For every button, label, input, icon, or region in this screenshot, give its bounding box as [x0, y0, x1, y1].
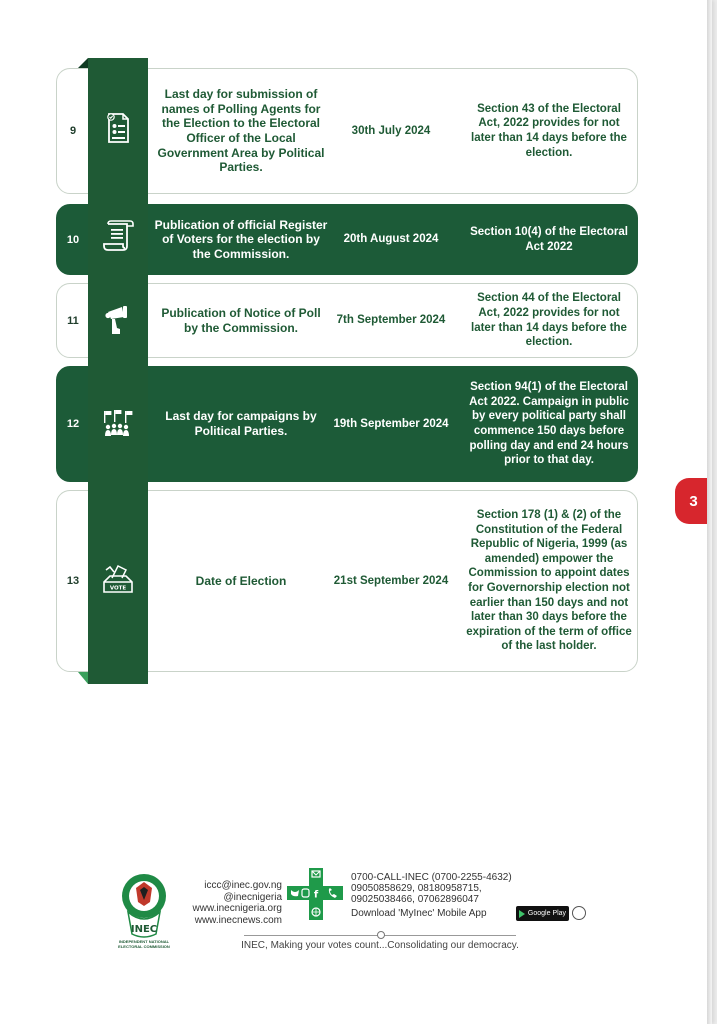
website-link-1[interactable]: www.inecnigeria.org: [192, 903, 282, 914]
activity-text: Last day for submission of names of Polling Agents for the Election to the Electoral Officer of the Local Government Area by Political Parties.: [157, 87, 325, 175]
page-number-tab: 3: [675, 478, 712, 524]
band-fold-bottom: [78, 672, 88, 684]
svg-text:f: f: [313, 889, 319, 901]
download-app-text: Download 'MyInec' Mobile App: [351, 908, 487, 919]
google-play-badge[interactable]: [516, 906, 569, 921]
slogan-text: INEC, Making your votes count...Consolidating our democracy.: [241, 940, 519, 951]
legal-reference-text: Section 43 of the Electoral Act, 2022 provides for not later than 14 days before the election.: [471, 102, 627, 159]
activity-text: Last day for campaigns by Political Parties.: [165, 409, 317, 438]
phone-numbers-2: 09025038466, 07062896047: [351, 894, 479, 905]
activity-text: Publication of Notice of Poll by the Commission.: [161, 305, 321, 335]
row-number: 11: [67, 314, 79, 327]
divider-dot-icon: [377, 931, 385, 939]
footer: [0, 860, 712, 960]
row-number: 10: [66, 233, 80, 246]
date-text: 19th September 2024: [333, 417, 449, 430]
checklist-document-icon: [98, 108, 138, 148]
date-text: 30th July 2024: [351, 124, 431, 137]
page-edge: [707, 0, 712, 1024]
contact-block-right: [351, 872, 551, 905]
google-play-label: Google Play: [527, 910, 567, 917]
row-number: 13: [66, 575, 80, 587]
legal-reference-text: Section 178 (1) & (2) of the Constitution of the Federal Republic of Nigeria, 1999 (as amended) empower the Commission to appoint dates for Governorship election not earlier than 150 days and not later than 30 days before the expiration of the term of office of the last holder.: [466, 509, 632, 653]
phone-numbers-1: 09050858629, 08180958715,: [351, 883, 482, 894]
activity-text: Publication of official Register of Voters for the election by the Commission.: [154, 217, 328, 261]
register-scroll-icon: [98, 216, 138, 256]
hotline-text: 0700-CALL-INEC (0700-2255-4632): [351, 872, 512, 883]
legal-reference-text: Section 10(4) of the Electoral Act 2022: [470, 225, 628, 253]
band-fold-top: [78, 58, 88, 68]
legal-reference-text: Section 94(1) of the Electoral Act 2022. Campaign in public by every political party shall commence 150 days before polling day and end 24 hours prior to that day.: [469, 381, 629, 467]
date-text: 21st September 2024: [333, 574, 449, 587]
date-text: 20th August 2024: [343, 233, 439, 246]
row-number: 9: [69, 125, 77, 137]
logo-text: INEC: [130, 924, 158, 935]
website-link-2[interactable]: www.inecnews.com: [194, 914, 282, 926]
row-number: 12: [66, 418, 80, 430]
email-link[interactable]: iccc@inec.gov.ng: [204, 880, 282, 891]
qr-code-icon: [572, 906, 586, 920]
play-triangle-icon: [519, 910, 525, 918]
contact-block-left: [172, 880, 282, 926]
campaign-crowd-icon: [98, 404, 138, 444]
megaphone-hand-icon: [98, 300, 138, 340]
ballot-box-icon: [98, 558, 138, 598]
ballot-label: VOTE: [109, 585, 127, 592]
legal-reference-text: Section 44 of the Electoral Act, 2022 provides for not later than 14 days before the election.: [471, 292, 627, 349]
social-handle: @inecnigeria: [223, 891, 282, 903]
activity-text: Date of Election: [195, 573, 287, 588]
date-text: 7th September 2024: [336, 314, 446, 327]
logo-caption: INDEPENDENT NATIONAL ELECTORAL COMMISSION: [118, 939, 170, 949]
social-icons-cross: [287, 868, 343, 920]
